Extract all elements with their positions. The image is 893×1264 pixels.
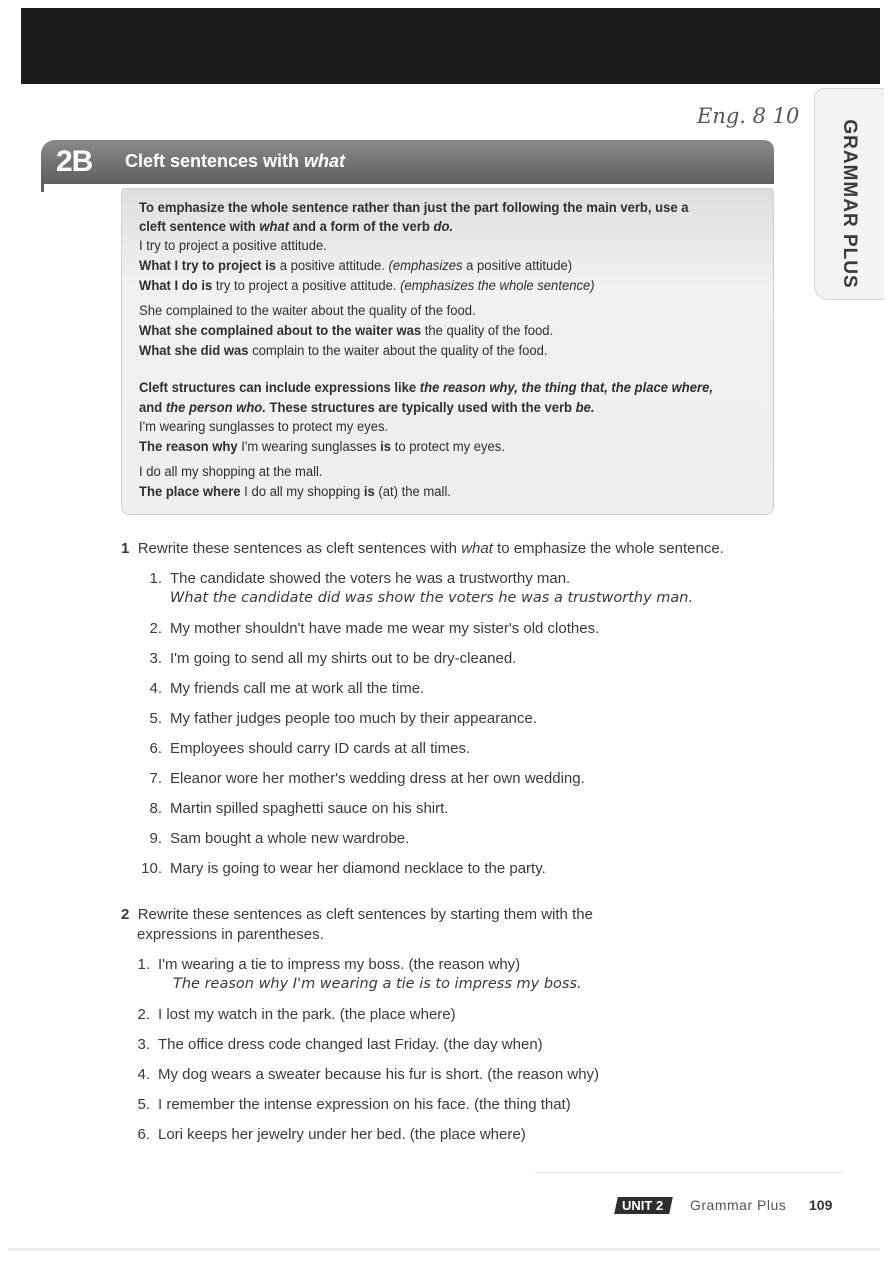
item-number: 1. (137, 956, 150, 973)
item-number: 1. (149, 570, 162, 587)
example-sentence: What she complained about to the waiter was the quality of the food. (139, 323, 554, 339)
item-number: 5. (149, 710, 162, 727)
rule-text: and the person who. These structures are typically used with the verb be. (139, 400, 595, 416)
item-number: 9. (149, 830, 162, 847)
item-sentence: I'm going to send all my shirts out to be dry-cleaned. (170, 650, 517, 667)
scan-top-bar (21, 8, 880, 84)
item-sentence: Mary is going to wear her diamond necklace to the party. (170, 860, 546, 877)
rule-text: To emphasize the whole sentence rather than just the part following the main verb, use a (139, 200, 689, 216)
item-number: 5. (137, 1096, 150, 1113)
item-number: 7. (149, 770, 162, 787)
example-sentence: The place where I do all my shopping is (at) the mall. (139, 484, 451, 500)
example-sentence: The reason why I'm wearing sunglasses is to protect my eyes. (139, 439, 505, 455)
item-number: 10. (141, 860, 162, 877)
example-sentence: What I try to project is a positive attitude. (emphasizes a positive attitude) (139, 258, 573, 274)
example-sentence: What she did was complain to the waiter about the quality of the food. (139, 343, 548, 359)
item-number: 4. (137, 1066, 150, 1083)
item-answer: What the candidate did was show the voters he was a trustworthy man. (170, 590, 694, 606)
section-number: 2B (56, 145, 93, 178)
scan-bottom-edge (8, 1248, 880, 1251)
item-sentence: My friends call me at work all the time. (170, 680, 425, 697)
item-sentence: I'm wearing a tie to impress my boss. (the reason why) (158, 956, 521, 973)
item-sentence: Lori keeps her jewelry under her bed. (the place where) (158, 1126, 526, 1143)
footer-section-label: Grammar Plus (690, 1197, 787, 1213)
exercise-1-instruction: 1 Rewrite these sentences as cleft sentences with what to emphasize the whole sentence. (121, 540, 724, 557)
exercise-2-instruction: 2 Rewrite these sentences as cleft sentences by starting them with the (121, 906, 593, 923)
example-sentence: I do all my shopping at the mall. (139, 464, 323, 480)
item-sentence: Sam bought a whole new wardrobe. (170, 830, 410, 847)
item-sentence: My father judges people too much by their appearance. (170, 710, 537, 727)
item-answer: The reason why I'm wearing a tie is to impress my boss. (173, 976, 582, 992)
item-number: 2. (137, 1006, 150, 1023)
item-sentence: The office dress code changed last Friday. (the day when) (158, 1036, 543, 1053)
item-number: 4. (149, 680, 162, 697)
handwritten-note: Eng. 8 10 (697, 104, 800, 128)
item-sentence: I lost my watch in the park. (the place where) (158, 1006, 456, 1023)
item-sentence: Martin spilled spaghetti sauce on his shirt. (170, 800, 449, 817)
example-sentence: I'm wearing sunglasses to protect my eyes. (139, 419, 389, 435)
page-number: 109 (809, 1197, 833, 1213)
example-sentence: She complained to the waiter about the quality of the food. (139, 303, 476, 319)
item-number: 2. (149, 620, 162, 637)
rule-text: cleft sentence with what and a form of the verb do. (139, 219, 454, 235)
section-header-stub (41, 180, 44, 192)
example-sentence: I try to project a positive attitude. (139, 238, 327, 254)
rule-text: Cleft structures can include expressions like the reason why, the thing that, the place where, (139, 380, 713, 396)
item-sentence: My mother shouldn't have made me wear my sister's old clothes. (170, 620, 600, 637)
item-number: 3. (149, 650, 162, 667)
unit-badge: UNIT 2 (614, 1197, 673, 1214)
item-number: 6. (149, 740, 162, 757)
item-sentence: Employees should carry ID cards at all times. (170, 740, 471, 757)
item-number: 3. (137, 1036, 150, 1053)
side-tab-label: GRAMMAR PLUS (839, 119, 860, 289)
example-sentence: What I do is try to project a positive attitude. (emphasizes the whole sentence) (139, 278, 595, 294)
item-sentence: The candidate showed the voters he was a trustworthy man. (170, 570, 571, 587)
item-number: 6. (137, 1126, 150, 1143)
item-number: 8. (149, 800, 162, 817)
footer-divider (535, 1172, 845, 1173)
section-title: Cleft sentences with what (125, 151, 346, 171)
exercise-2-instruction-cont: expressions in parentheses. (137, 926, 324, 943)
item-sentence: Eleanor wore her mother's wedding dress at her own wedding. (170, 770, 585, 787)
item-sentence: My dog wears a sweater because his fur is short. (the reason why) (158, 1066, 600, 1083)
item-sentence: I remember the intense expression on his face. (the thing that) (158, 1096, 571, 1113)
